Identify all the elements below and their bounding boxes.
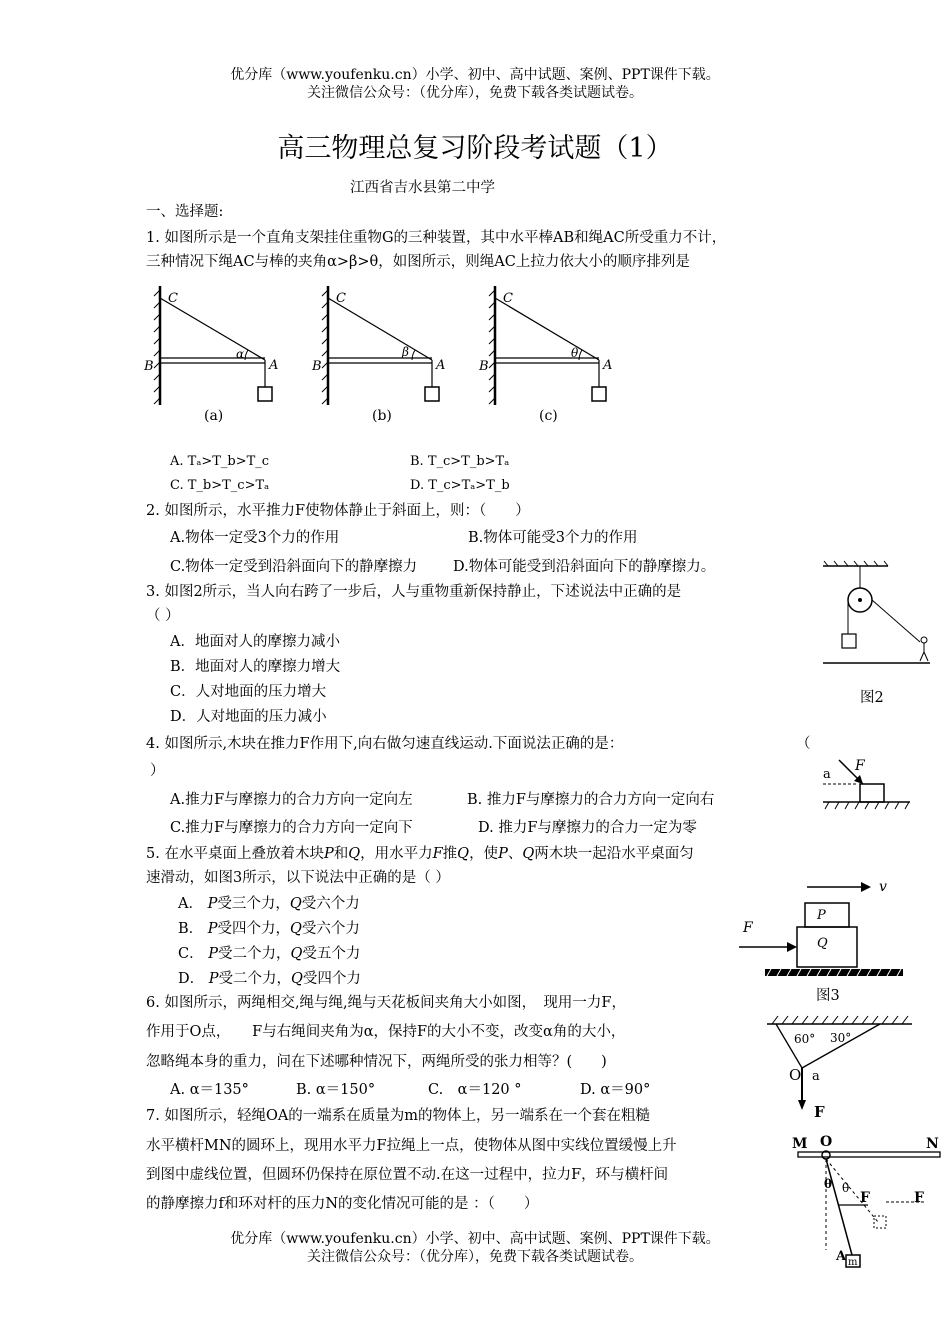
q5-text-c: 推 — [442, 846, 458, 862]
q1-option-a: A. Tₐ>T_b>T_c — [170, 454, 270, 469]
q1-caption-c: (c) — [539, 408, 558, 424]
q1-b-label-c: C — [336, 291, 346, 306]
q1-label-beta: β — [402, 345, 409, 359]
q3-figure-caption: 图2 — [860, 690, 884, 706]
q5-text-and: 和 — [333, 846, 349, 862]
q7-stem-line2: 水平横杆MN的圆环上，现用水平力F拉绳上一点，使物体从图中实线位置缓慢上升 — [146, 1138, 677, 1154]
q6-two-rope-figure — [762, 1010, 922, 1125]
q1-caption-a: (a) — [204, 408, 224, 424]
q6-option-b: B. α＝150° — [296, 1082, 376, 1098]
q7-label-f1: F — [860, 1190, 870, 1206]
q5-stacked-blocks-figure — [735, 875, 910, 985]
q5-var-q2: Q — [457, 846, 470, 862]
q1-figure-c — [478, 286, 612, 424]
q7-label-a: A — [836, 1249, 847, 1264]
q2-option-d: D.物体可能受到沿斜面向下的静摩擦力。 — [453, 559, 716, 575]
q4-option-a: A.推力F与摩擦力的合力方向一定向左 — [170, 792, 413, 808]
q5-var-f: F — [432, 846, 443, 862]
q5-option-c — [178, 944, 360, 964]
q4-paren-left: （ — [796, 736, 811, 752]
q5-option-d-q-text: 受四个力 — [302, 971, 361, 987]
q3-option-a: A．地面对人的摩擦力减小 — [170, 634, 340, 650]
q1-option-b: B. T_c>T_b>Tₐ — [410, 454, 510, 469]
q5-option-b-label: B． — [178, 921, 204, 937]
q5-option-a-label: A． — [178, 896, 203, 912]
q7-label-m-mass: m — [848, 1257, 858, 1268]
q6-label-o: O — [789, 1066, 802, 1084]
header-line-1: 优分库（www.youfenku.cn）小学、初中、高中试题、案例、PPT课件下载。 — [230, 67, 720, 83]
q6-option-a: A. α＝135° — [170, 1082, 249, 1098]
footer-line-1: 优分库（www.youfenku.cn）小学、初中、高中试题、案例、PPT课件下载。 — [230, 1231, 720, 1247]
q5-option-a-q: Q — [289, 896, 302, 912]
q5-stem-line1 — [146, 844, 694, 864]
q1-label-alpha: α — [236, 347, 245, 361]
q1-c-label-a: A — [603, 358, 613, 373]
q1-stem-line2: 三种情况下绳AC与棒的夹角α>β>θ，如图所示，则绳AC上拉力依大小的顺序排列是 — [146, 254, 690, 270]
q7-label-f2: F — [914, 1190, 924, 1206]
q5-option-a-p: P — [207, 896, 218, 912]
q5-option-b-q: Q — [290, 921, 302, 937]
q6-label-alpha: a — [812, 1069, 820, 1084]
q5-var-q: Q — [348, 846, 361, 862]
q3-stem: 3. 如图2所示，当人向右跨了一步后，人与重物重新保持静止，下述说法中正确的是 — [146, 584, 682, 600]
q6-label-60: 60° — [794, 1032, 816, 1046]
q4-option-b: B. 推力F与摩擦力的合力方向一定向右 — [467, 792, 715, 808]
q7-stem-line3: 到图中虚线位置，但圆环仍保持在原位置不动.在这一过程中，拉力F，环与横杆间 — [146, 1167, 669, 1183]
q1-caption-b: (b) — [372, 408, 392, 424]
q5-label-f: F — [743, 920, 753, 936]
q5-option-c-p-text: 受二个力， — [217, 946, 291, 962]
footer-line-2: 关注微信公众号：（优分库），免费下载各类试题试卷。 — [307, 1249, 643, 1265]
q4-option-c: C.推力F与摩擦力的合力方向一定向下 — [170, 820, 413, 836]
q5-option-c-p: P — [208, 946, 218, 962]
q3-paren: （ ） — [146, 608, 180, 624]
q5-option-b-p-text: 受四个力， — [217, 921, 291, 937]
q5-option-d-q: Q — [291, 971, 303, 987]
q2-option-b: B.物体可能受3个力的作用 — [468, 530, 638, 546]
q5-label-q: Q — [817, 936, 828, 951]
q2-option-a: A.物体一定受3个力的作用 — [170, 530, 340, 546]
q6-stem-line3: 忽略绳本身的重力，问在下述哪种情况下，两绳所受的张力相等？( ) — [146, 1054, 607, 1070]
q6-option-d: D. α＝90° — [580, 1082, 651, 1098]
q1-c-label-b: B — [479, 359, 489, 374]
q5-option-d-p-text: 受二个力， — [218, 971, 292, 987]
q7-label-theta-1: θ — [824, 1177, 833, 1191]
q2-option-c: C.物体一定受到沿斜面向下的静摩擦力 — [170, 559, 418, 575]
q4-option-d: D. 推力F与摩擦力的合力一定为零 — [478, 820, 697, 836]
q5-option-c-label: C． — [178, 946, 204, 962]
q5-text-a: 5. 在水平桌面上叠放着木块 — [146, 846, 324, 862]
q5-option-b-p: P — [207, 921, 218, 937]
q6-option-c: C. α＝120 ° — [428, 1082, 522, 1098]
q4-block-figure — [815, 740, 915, 820]
q6-label-30: 30° — [830, 1031, 852, 1045]
q5-label-v: v — [879, 879, 887, 895]
q1-c-label-c: C — [503, 291, 513, 306]
q5-label-p: P — [817, 908, 826, 923]
q1-label-c: C — [168, 291, 178, 306]
q5-var-p2: P — [498, 846, 508, 862]
q7-label-theta-2: θ — [842, 1181, 850, 1195]
page-title: 高三物理总复习阶段考试题（1） — [277, 133, 673, 164]
q1-stem-line1: 1. 如图所示是一个直角支架挂住重物G的三种装置，其中水平棒AB和绳AC所受重力不计， — [146, 230, 727, 246]
q5-option-d — [178, 969, 361, 989]
q7-stem-line4: 的静摩擦力f和环对杆的压力N的变化情况可能的是 ：（ ） — [146, 1196, 539, 1212]
q5-option-a — [178, 894, 360, 914]
q5-text-sep: 、 — [507, 846, 523, 862]
q6-stem-line1: 6. 如图所示，两绳相交,绳与绳,绳与天花板间夹角大小如图， 现用一力F， — [146, 995, 626, 1011]
q5-stem-line2: 速滑动，如图3所示，以下说法中正确的是（ ） — [146, 870, 450, 886]
q4-stem: 4. 如图所示,木块在推力F作用下,向右做匀速直线运动.下面说法正确的是： — [146, 736, 624, 752]
q4-paren-right: ） — [150, 763, 165, 779]
q5-text-e: 两木块一起沿水平桌面匀 — [534, 846, 694, 862]
q5-var-q3: Q — [522, 846, 535, 862]
q1-label-a: A — [269, 358, 279, 373]
q1-b-label-a: A — [436, 358, 446, 373]
q1-option-c: C. T_b>T_c>Tₐ — [170, 478, 270, 493]
q5-option-d-p: P — [208, 971, 219, 987]
q1-figure-b — [311, 286, 445, 424]
q4-label-f: F — [855, 758, 865, 774]
q3-option-c: C．人对地面的压力增大 — [170, 684, 327, 700]
school-name: 江西省吉水县第二中学 — [350, 180, 495, 196]
q7-label-o: O — [820, 1134, 833, 1150]
q3-option-b: B．地面对人的摩擦力增大 — [170, 659, 341, 675]
q7-stem-line1: 7. 如图所示，轻绳OA的一端系在质量为m的物体上，另一端系在一个套在粗糙 — [146, 1108, 651, 1124]
q1-option-d: D. T_c>Tₐ>T_b — [410, 478, 510, 493]
q5-option-d-label: D． — [178, 971, 205, 987]
q3-pulley-figure — [818, 560, 933, 670]
q6-stem-line2: 作用于O点， F与右绳间夹角为α，保持F的大小不变，改变α角的大小， — [146, 1024, 626, 1040]
header-line-2: 关注微信公众号：（优分库），免费下载各类试题试卷。 — [307, 85, 643, 101]
q1-label-theta: θ — [571, 346, 579, 360]
q5-text-d: ，使 — [469, 846, 499, 862]
q5-option-b — [178, 919, 360, 939]
q1-figure — [140, 280, 630, 430]
q5-option-b-q-text: 受六个力 — [301, 921, 360, 937]
section-heading: 一、选择题: — [146, 204, 224, 220]
q6-label-f: F — [814, 1103, 825, 1121]
q3-option-d: D．人对地面的压力减小 — [170, 709, 327, 725]
q7-label-n: N — [926, 1136, 939, 1152]
q5-text-b: ，用水平力 — [360, 846, 433, 862]
q5-figure-caption: 图3 — [816, 988, 840, 1004]
q7-label-m-rod: M — [792, 1136, 808, 1152]
q5-option-c-q: Q — [290, 946, 303, 962]
q1-figure-a — [143, 286, 278, 424]
q1-label-b: B — [144, 359, 154, 374]
q2-stem: 2. 如图所示，水平推力F使物体静止于斜面上，则：（ ） — [146, 503, 530, 519]
q5-option-a-q-text: 受六个力 — [301, 896, 360, 912]
q1-b-label-b: B — [312, 359, 322, 374]
q5-var-p: P — [323, 846, 334, 862]
q5-option-a-p-text: 受三个力， — [217, 896, 290, 912]
q4-label-angle: a — [823, 767, 831, 782]
q5-option-c-q-text: 受五个力 — [302, 946, 361, 962]
